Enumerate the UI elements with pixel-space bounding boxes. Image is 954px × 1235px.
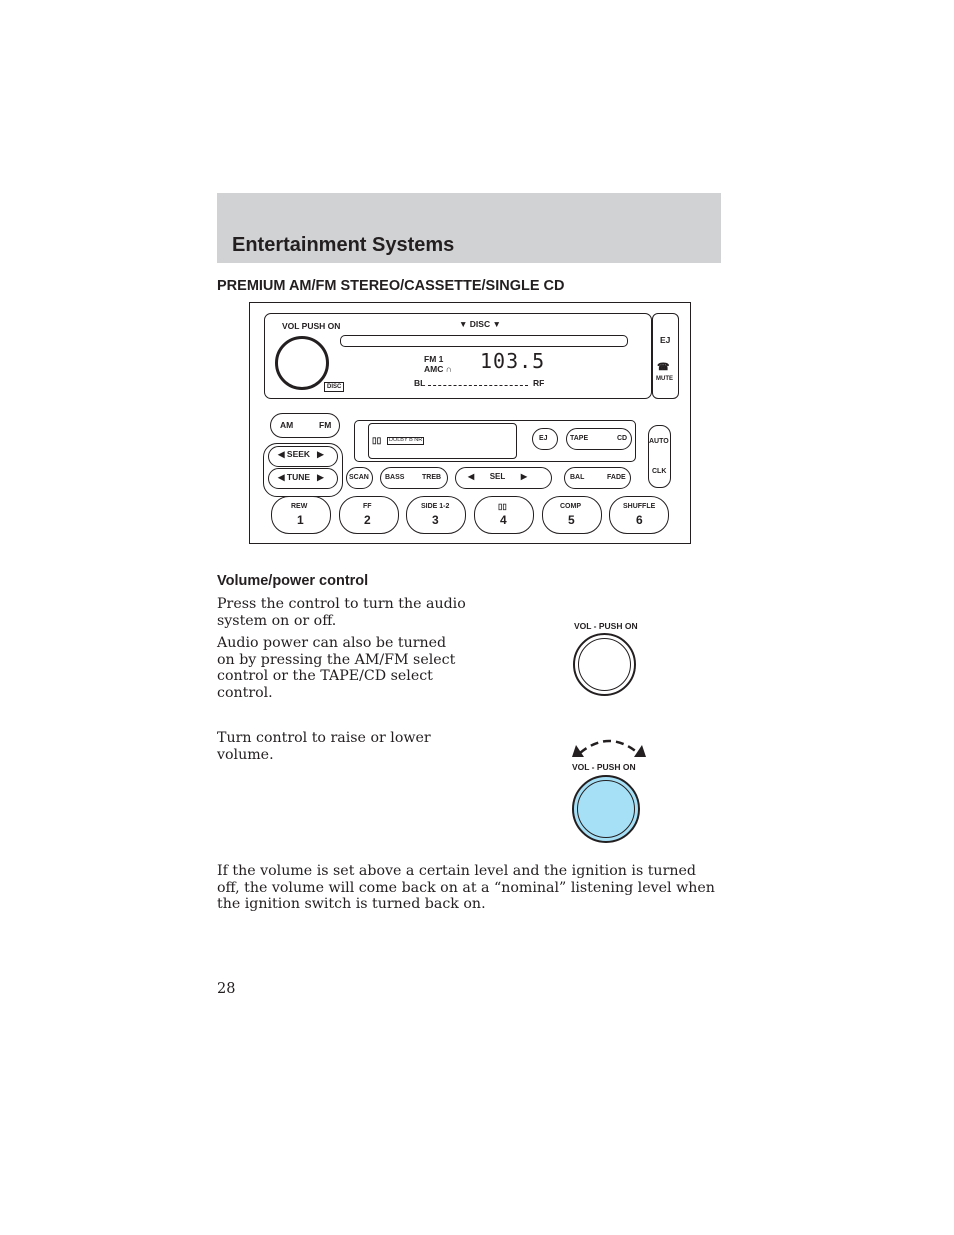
volume-paragraph-1: Press the control to turn the audio system on or off. bbox=[217, 596, 466, 629]
volume-paragraph-3: Turn control to raise or lower volume. bbox=[217, 730, 431, 763]
cd-label: CD bbox=[617, 435, 628, 442]
am-label: AM bbox=[280, 420, 294, 430]
phone-icon: ☎ bbox=[657, 362, 670, 373]
bl-label: BL bbox=[414, 378, 426, 388]
tape-label: TAPE bbox=[570, 435, 589, 442]
auto-label: AUTO bbox=[649, 438, 669, 445]
volume-knob-1 bbox=[573, 633, 636, 696]
preset-5-label: COMP bbox=[560, 503, 581, 510]
preset-3-number: 3 bbox=[432, 513, 439, 527]
cd-logo: DISC bbox=[324, 382, 344, 392]
dolby-logo: ▯▯ bbox=[372, 435, 382, 445]
rf-label: RF bbox=[533, 378, 545, 388]
eject-tape-label: EJ bbox=[539, 435, 548, 442]
balance-dashes bbox=[428, 385, 528, 386]
scan-label: SCAN bbox=[349, 474, 369, 481]
page-title: Entertainment Systems bbox=[232, 234, 455, 256]
eject-mute-panel bbox=[652, 313, 679, 399]
disc-text: DISC bbox=[469, 319, 491, 329]
mute-label: MUTE bbox=[656, 376, 673, 382]
page-number: 28 bbox=[217, 981, 236, 997]
auto-clk-panel bbox=[648, 425, 671, 488]
dolby-label: DOLBY B NR bbox=[389, 437, 423, 443]
preset-2-number: 2 bbox=[364, 513, 371, 527]
preset-6-label: SHUFFLE bbox=[623, 503, 656, 510]
fm-label: FM bbox=[319, 420, 332, 430]
cd-slot bbox=[340, 335, 628, 347]
preset-6-number: 6 bbox=[636, 513, 643, 527]
seek-text: SEEK bbox=[286, 449, 311, 459]
fade-label: FADE bbox=[607, 474, 626, 481]
amc-display: AMC ∩ bbox=[424, 364, 452, 374]
disc-label: ▼ DISC ▼ bbox=[459, 319, 501, 329]
radio-illustration bbox=[249, 302, 691, 544]
preset-1-label: REW bbox=[291, 503, 308, 510]
volume-paragraph-2: Audio power can also be turned on by pressing the AM/FM select control or the TAPE/CD select control. bbox=[217, 635, 456, 701]
preset-5-number: 5 bbox=[568, 513, 575, 527]
volume-knob-2-inner bbox=[577, 780, 635, 838]
sel-text: SEL bbox=[489, 472, 506, 481]
bass-label: BASS bbox=[385, 474, 405, 481]
seek-label: ◀ SEEK ▶ bbox=[278, 449, 324, 459]
eject-cd-label: EJ bbox=[660, 335, 671, 345]
volume-knob-1-inner bbox=[578, 638, 631, 691]
volume-knob bbox=[275, 336, 329, 390]
frequency-display: 103.5 bbox=[480, 349, 546, 373]
vol-push-on-label: VOL PUSH ON bbox=[282, 321, 341, 331]
vol-push-on-label-2: VOL - PUSH ON bbox=[572, 762, 636, 772]
treble-label: TREB bbox=[422, 474, 442, 481]
tune-label: ◀ TUNE ▶ bbox=[278, 472, 324, 482]
dolby-icon: ▯▯ bbox=[498, 502, 507, 511]
amc-text: AMC bbox=[424, 364, 444, 374]
preset-2-label: FF bbox=[363, 503, 372, 510]
rotate-arrows-icon bbox=[570, 733, 648, 759]
band-display: FM 1 bbox=[424, 354, 444, 364]
sel-label: ◀ SEL ▶ bbox=[468, 472, 527, 481]
bal-label: BAL bbox=[570, 474, 585, 481]
tune-text: TUNE bbox=[286, 472, 311, 482]
volume-paragraph-4: If the volume is set above a certain level and the ignition is turned off, the volume will come back on at a “nominal” listening level when the ignition switch is turned back on. bbox=[217, 863, 715, 912]
volume-knob-2 bbox=[572, 775, 640, 843]
preset-4-number: 4 bbox=[500, 513, 507, 527]
preset-1-number: 1 bbox=[297, 513, 304, 527]
vol-push-on-label-1: VOL - PUSH ON bbox=[574, 621, 638, 631]
section-heading: PREMIUM AM/FM STEREO/CASSETTE/SINGLE CD bbox=[217, 278, 565, 294]
clk-label: CLK bbox=[652, 468, 667, 475]
preset-3-label: SIDE 1-2 bbox=[421, 503, 450, 510]
volume-heading: Volume/power control bbox=[217, 573, 369, 589]
